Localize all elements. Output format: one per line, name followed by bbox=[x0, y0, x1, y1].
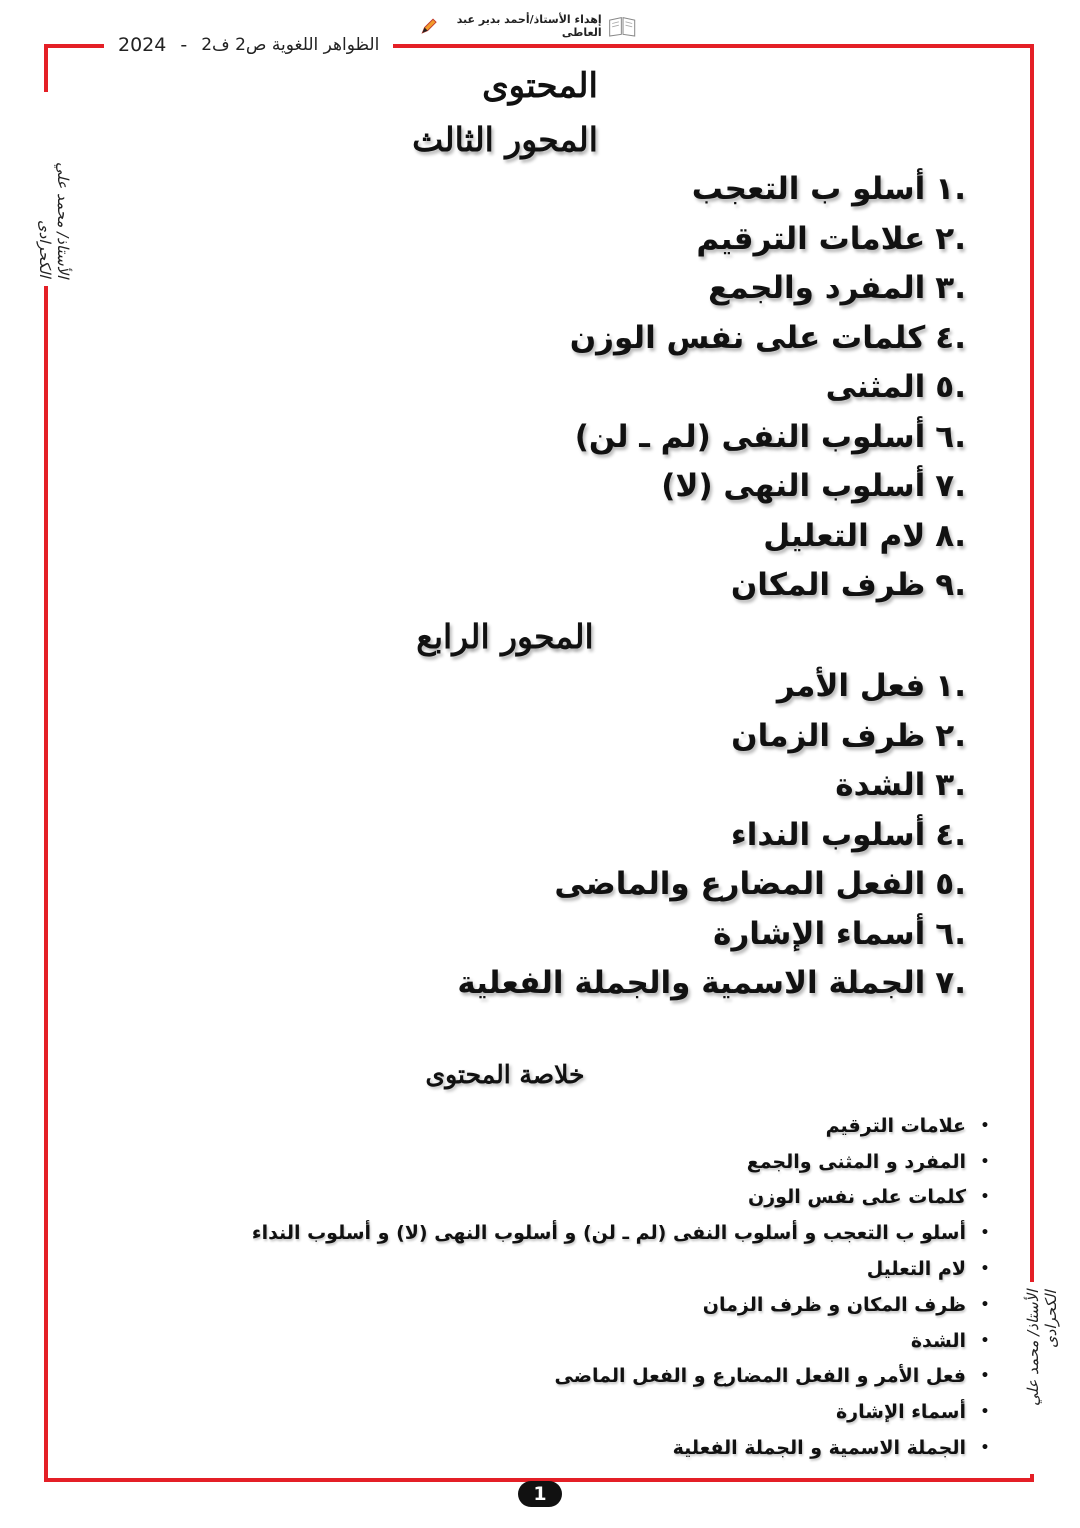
list-item: .٧ أسلوب النهى (لا) bbox=[661, 468, 966, 504]
list-item: • علامات الترقيم bbox=[252, 1108, 1004, 1144]
summary-title: خلاصة المحتوى bbox=[425, 1060, 585, 1089]
list-item: .١ أسلو ب التعجب bbox=[691, 171, 966, 207]
bullet-icon: • bbox=[980, 1296, 990, 1313]
header-title: الظواهر اللغوية ص2 ف2 bbox=[201, 35, 380, 55]
list-item: .٩ ظرف المكان bbox=[730, 567, 966, 603]
bullet-icon: • bbox=[980, 1261, 990, 1278]
page-number-badge: 1 bbox=[518, 1481, 562, 1507]
list-item: .٤ أسلوب النداء bbox=[730, 816, 966, 853]
bullet-icon: • bbox=[980, 1189, 990, 1206]
list-item: • ظرف المكان و ظرف الزمان bbox=[252, 1287, 1004, 1323]
summary-list bbox=[252, 1108, 1004, 1466]
list-item: • المفرد و المثنى والجمع bbox=[252, 1144, 1004, 1180]
section-4-list bbox=[457, 668, 966, 1015]
list-item: .١ فعل الأمر bbox=[776, 668, 966, 704]
list-item: .٤ كلمات على نفس الوزن bbox=[569, 319, 966, 356]
list-item: .٣ المفرد والجمع bbox=[708, 270, 966, 306]
list-item: • فعل الأمر و الفعل المضارع و الفعل الماضى bbox=[252, 1359, 1004, 1395]
credit-text: إهداء الأستاذ/أحمد بدير عبد العاطى bbox=[456, 13, 602, 39]
bullet-icon: • bbox=[980, 1225, 990, 1242]
bullet-icon: • bbox=[980, 1440, 990, 1457]
side-label-bottom: الأستاذ/ محمد علي الكحرادى bbox=[1024, 1282, 1060, 1474]
list-item: .٢ ظرف الزمان bbox=[731, 717, 966, 754]
list-item: .٧ الجملة الاسمية والجملة الفعلية bbox=[457, 965, 966, 1001]
list-item: • لام التعليل bbox=[252, 1251, 1004, 1287]
list-item: .٢ علامات الترقيم bbox=[696, 220, 966, 257]
list-item: .٦ أسماء الإشارة bbox=[713, 915, 966, 952]
bullet-icon: • bbox=[980, 1332, 990, 1349]
side-label-top: الأستاذ/ محمد علي الكحرادى bbox=[36, 92, 72, 286]
bullet-icon: • bbox=[980, 1368, 990, 1385]
list-item: • الجملة الاسمية و الجملة الفعلية bbox=[252, 1430, 1004, 1466]
bullet-icon: • bbox=[980, 1153, 990, 1170]
page-title: المحتوى bbox=[482, 66, 598, 106]
list-item: • الشدة bbox=[252, 1323, 1004, 1359]
list-item: • كلمات على نفس الوزن bbox=[252, 1180, 1004, 1216]
list-item: .٥ المثنى bbox=[825, 369, 966, 405]
header-dash: - bbox=[180, 34, 188, 56]
list-item: • أسماء الإشارة bbox=[252, 1394, 1004, 1430]
list-item: .٣ الشدة bbox=[835, 767, 966, 803]
section-4-title: المحور الرابع bbox=[416, 617, 594, 656]
section-3-list bbox=[570, 171, 966, 617]
list-item: .٥ الفعل المضارع والماضى bbox=[554, 866, 966, 902]
list-item: • أسلو ب التعجب و أسلوب النفى (لم ـ لن) و أسلوب النهى (لا) و أسلوب النداء bbox=[252, 1215, 1004, 1251]
bullet-icon: • bbox=[980, 1117, 990, 1134]
header-year: 2024 bbox=[118, 34, 167, 56]
bullet-icon: • bbox=[980, 1404, 990, 1421]
section-3-title: المحور الثالث bbox=[412, 120, 598, 159]
list-item: .٨ لام التعليل bbox=[763, 517, 966, 554]
list-item: .٦ أسلوب النفى (لم ـ لن) bbox=[574, 418, 966, 455]
